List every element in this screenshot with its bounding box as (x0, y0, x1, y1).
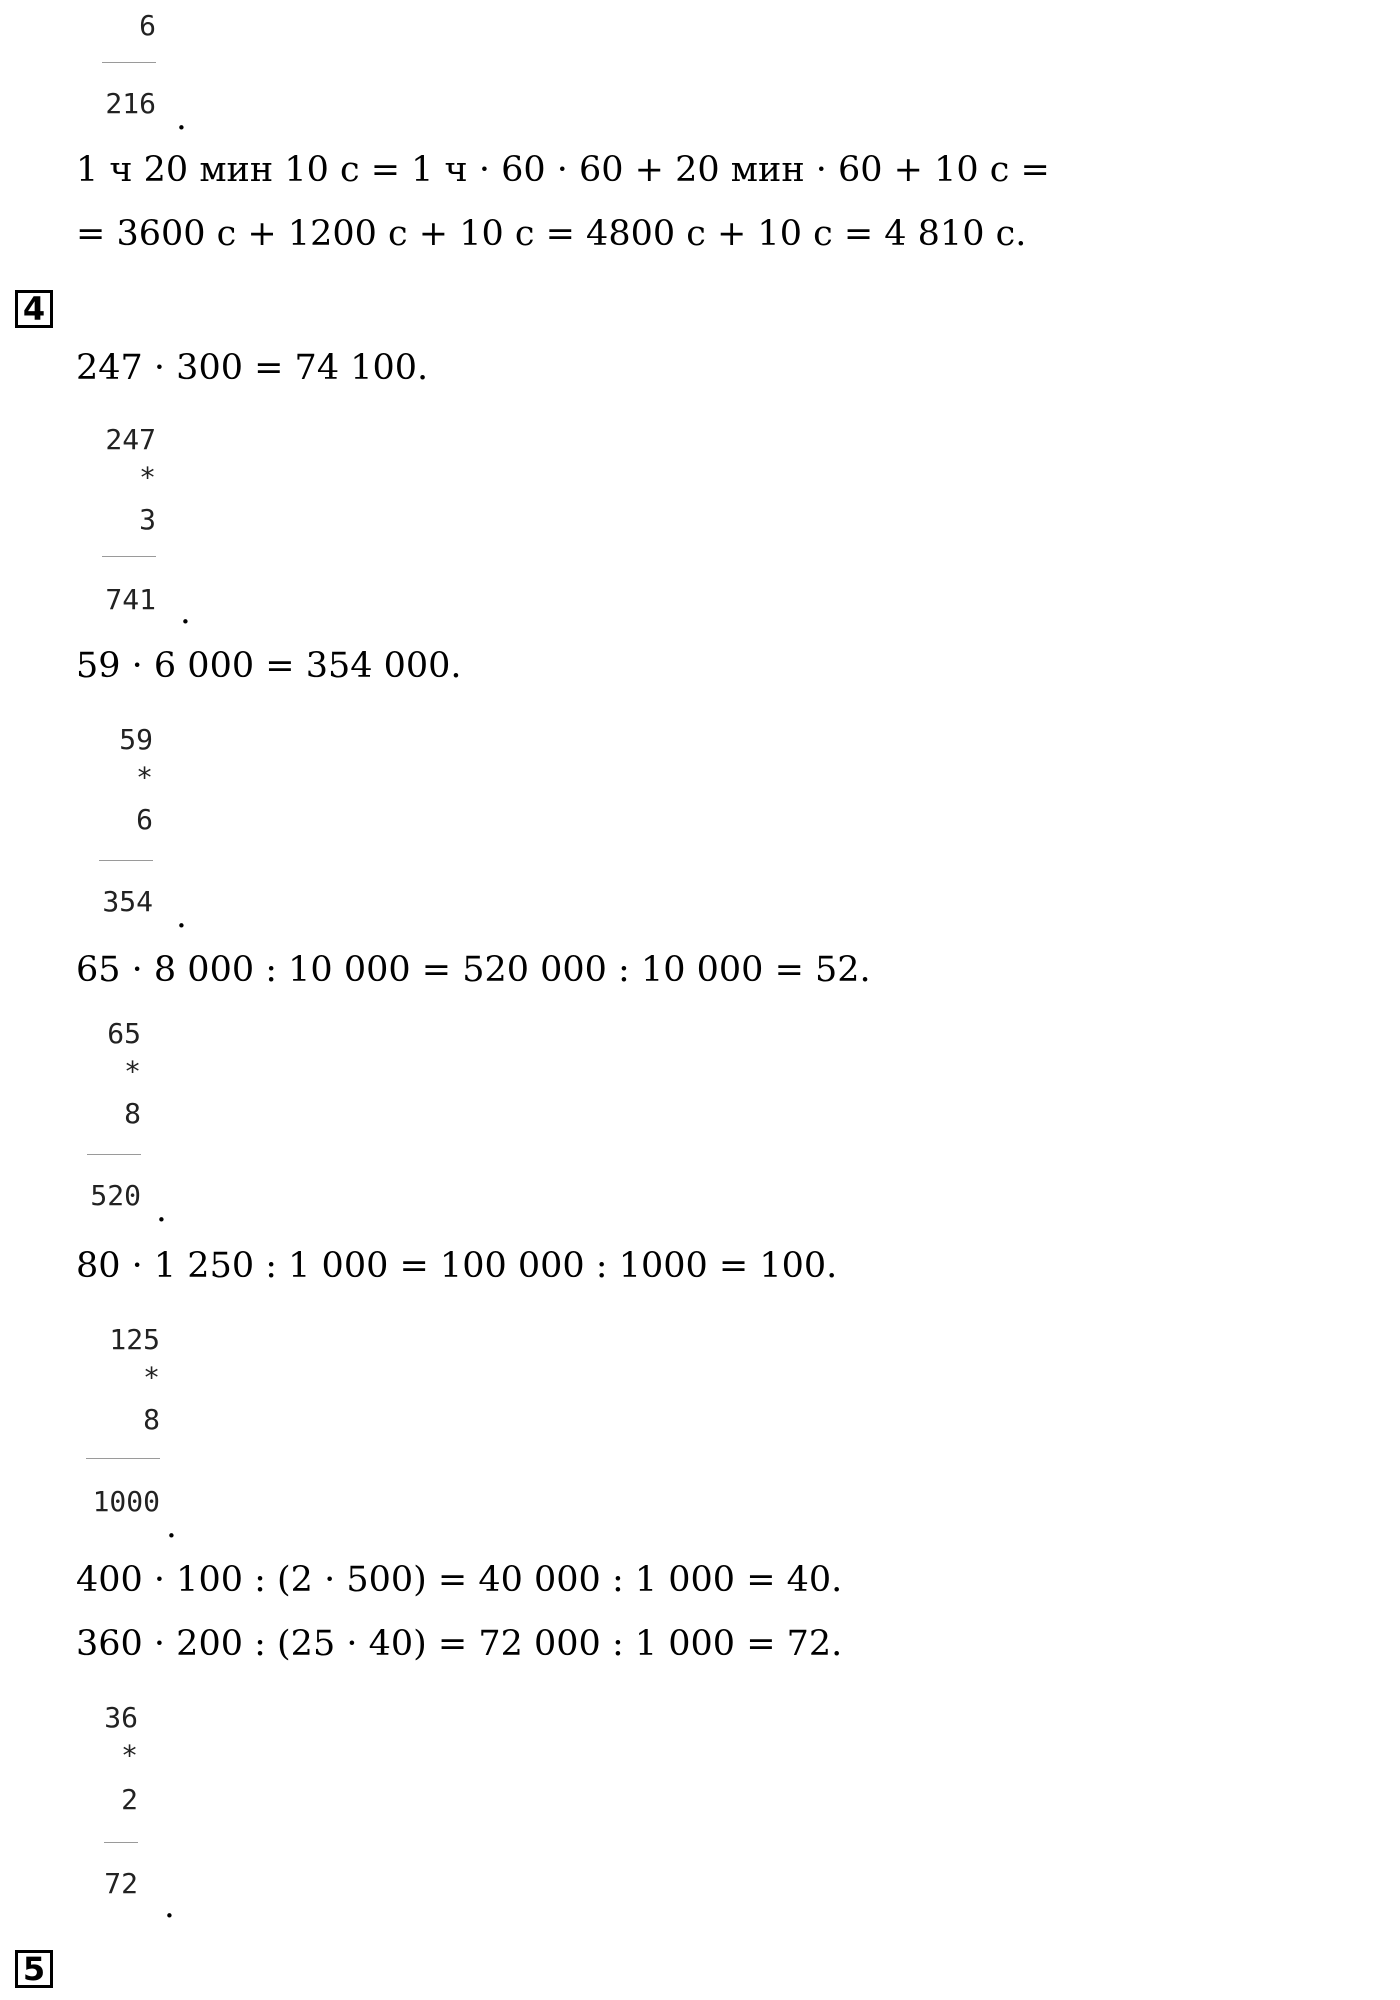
column-rule (102, 556, 156, 557)
trailing-dot: . (176, 896, 187, 936)
section-marker: 4 (15, 290, 53, 328)
equation-line: 65 · 8 000 : 10 000 = 520 000 : 10 000 = 52. (76, 950, 871, 990)
column-operator: * (136, 761, 153, 794)
column-operand: 8 (143, 1403, 160, 1436)
column-multiplication (0, 722, 187, 936)
equation-line: 59 · 6 000 = 354 000. (76, 646, 462, 686)
trailing-dot: . (156, 1190, 167, 1230)
column-result: 354 (102, 885, 153, 918)
column-operand: 8 (124, 1097, 141, 1130)
column-result: 1000 (92, 1485, 160, 1518)
column-operand: 6 (136, 803, 153, 836)
column-multiplication (0, 1016, 167, 1230)
column-multiplication-partial (0, 0, 187, 140)
trailing-dot: . (176, 98, 187, 138)
column-operand: 65 (107, 1017, 141, 1050)
column-operand: 247 (105, 423, 156, 456)
trailing-dot: . (180, 592, 191, 632)
equation-line: 400 · 100 : (2 · 500) = 40 000 : 1 000 = 40. (76, 1560, 843, 1600)
equation-line: 360 · 200 : (25 · 40) = 72 000 : 1 000 = 72. (76, 1624, 843, 1664)
column-operand: 3 (139, 503, 156, 536)
column-rule (99, 860, 153, 861)
equation-line: 80 · 1 250 : 1 000 = 100 000 : 1000 = 100. (76, 1246, 838, 1286)
column-operand: 36 (104, 1701, 138, 1734)
column-rule (87, 1154, 141, 1155)
equation-line: = 3600 с + 1200 с + 10 с = 4800 с + 10 с = 4 810 с. (76, 214, 1027, 254)
column-rule (86, 1458, 160, 1459)
column-result: 741 (105, 583, 156, 616)
column-operator: * (124, 1055, 141, 1088)
section-marker: 5 (15, 1950, 53, 1988)
column-operand: 2 (121, 1783, 138, 1816)
column-operand: 125 (109, 1323, 160, 1356)
column-rule (102, 62, 156, 63)
column-result: 72 (104, 1867, 138, 1900)
column-operand: 59 (119, 723, 153, 756)
column-multiplication (0, 1700, 175, 1926)
column-rule (104, 1842, 138, 1843)
column-operator: * (139, 461, 156, 494)
column-result: 520 (90, 1179, 141, 1212)
column-result: 216 (105, 87, 156, 120)
column-digit: 6 (139, 9, 156, 42)
column-operator: * (121, 1739, 138, 1772)
equation-line: 247 · 300 = 74 100. (76, 348, 429, 388)
column-operator: * (143, 1361, 160, 1394)
column-multiplication (0, 1322, 177, 1546)
equation-line: 1 ч 20 мин 10 с = 1 ч · 60 · 60 + 20 мин · 60 + 10 с = (76, 150, 1050, 190)
column-multiplication (0, 420, 191, 632)
trailing-dot: . (166, 1506, 177, 1546)
trailing-dot: . (164, 1886, 175, 1926)
